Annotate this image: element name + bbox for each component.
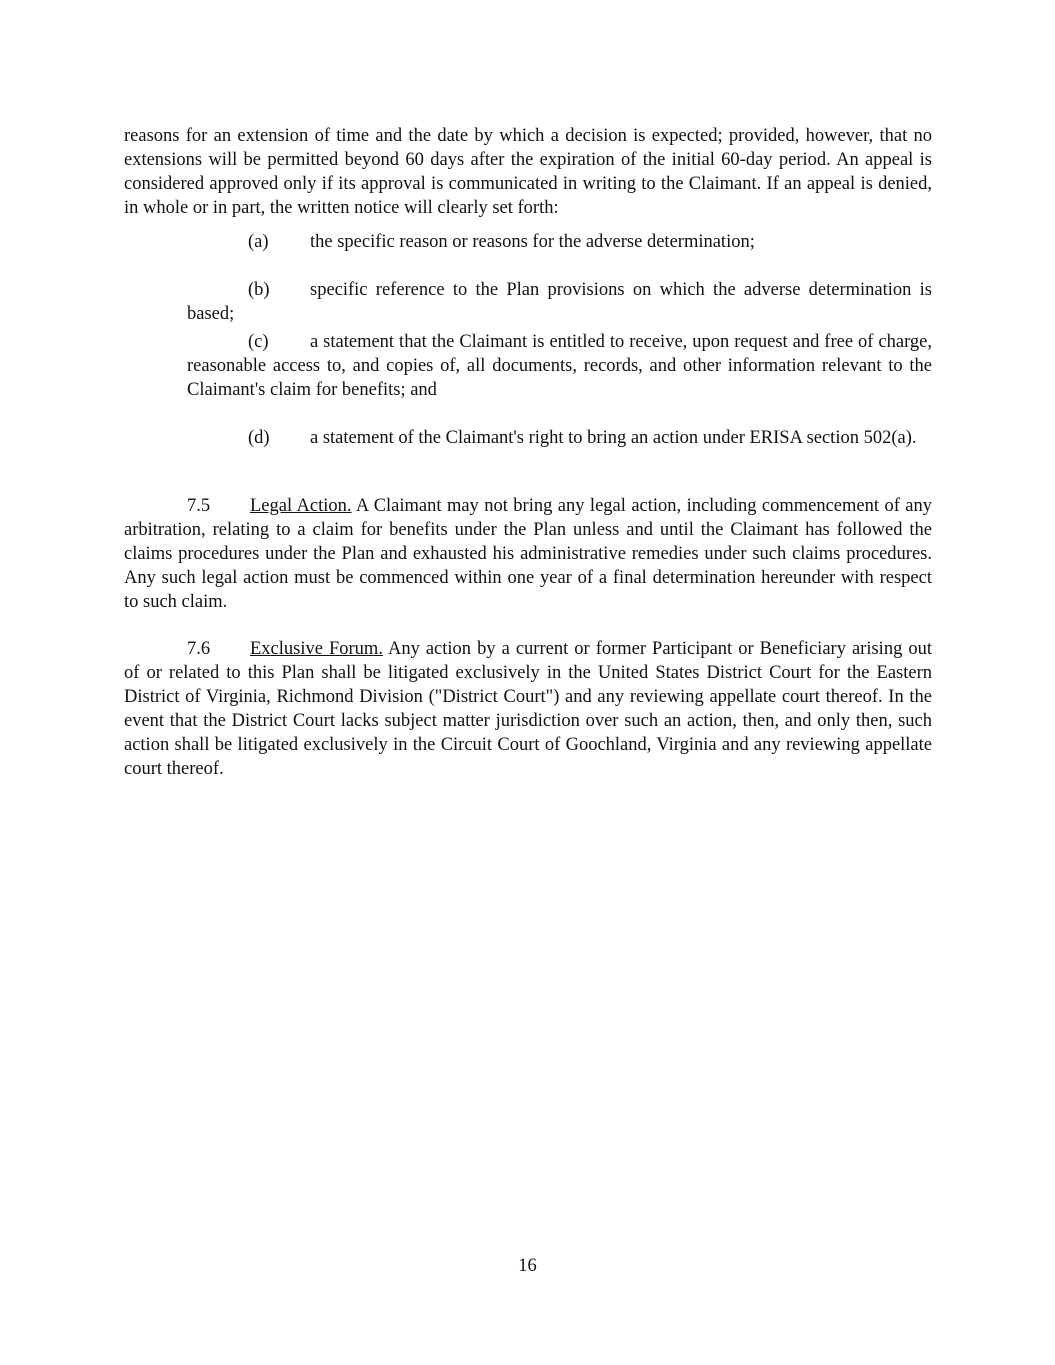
list-item-a (187, 230, 932, 254)
list-item-b (187, 278, 932, 326)
section-number: 7.5 (187, 496, 211, 516)
list-item-label: (b) (248, 280, 270, 300)
section-number: 7.6 (187, 639, 211, 659)
section-7-6 (124, 637, 932, 781)
list-item-text: the specific reason or reasons for the adverse determination; (310, 232, 755, 252)
list-item-c (187, 330, 932, 402)
section-text: Any action by a current or former Participant or Beneficiary arising out of or related to this Plan shall be litigated exclusively in the United States District Court for the Eastern District of Virginia, Richmond Division ("District Court") and any reviewing appellate court thereof. In the event that the District Court lacks subject matter jurisdiction over such an action, then, and only then, such action shall be litigated exclusively in the Circuit Court of Goochland, Virginia and any reviewing appellate court thereof. (124, 639, 932, 779)
section-title: Legal Action. (250, 496, 352, 516)
section-title: Exclusive Forum. (250, 639, 383, 659)
list-item-label: (c) (248, 332, 269, 352)
list-item-text: a statement of the Claimant's right to bring an action under ERISA section 502(a). (310, 428, 917, 448)
intro-paragraph-text: reasons for an extension of time and the date by which a decision is expected; provided, however, that no extensions will be permitted beyond 60 days after the expiration of the initial 60-day period. An appeal is considered approved only if its approval is communicated in writing to the Claimant. If an appeal is denied, in whole or in part, the written notice will clearly set forth: (124, 126, 932, 218)
list-item-text: specific reference to the Plan provisions on which the adverse determination is based; (187, 280, 932, 324)
list-item-d (187, 426, 932, 450)
list-item-label: (a) (248, 232, 269, 252)
list-item-text: a statement that the Claimant is entitled to receive, upon request and free of charge, reasonable access to, and copies of, all documents, records, and other information relevant to the Claimant's claim for benefits; and (187, 332, 932, 400)
page-number: 16 (518, 1256, 537, 1276)
section-text: A Claimant may not bring any legal action, including commencement of any arbitration, relating to a claim for benefits under the Plan unless and until the Claimant has followed the claims procedures under the Plan and exhausted his administrative remedies under such claims procedures. Any such legal action must be commenced within one year of a final determination hereunder with respect to such claim. (124, 496, 932, 612)
list-item-label: (d) (248, 428, 270, 448)
section-7-5 (124, 494, 932, 614)
intro-paragraph (124, 124, 932, 220)
